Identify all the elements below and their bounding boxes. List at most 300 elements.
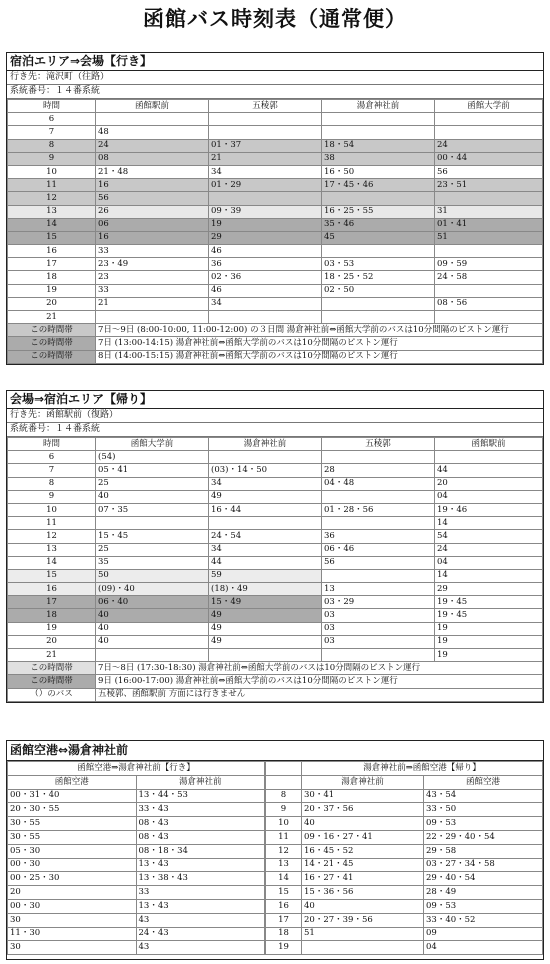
time-cell: 07・35 xyxy=(96,503,209,516)
time-cell: 11・30 xyxy=(8,927,137,941)
time-cell xyxy=(209,649,322,662)
table-row xyxy=(266,844,543,858)
table-row xyxy=(8,941,265,955)
hour-cell: 15 xyxy=(8,569,96,582)
time-cell: 29 xyxy=(435,583,543,596)
hour-cell: 14 xyxy=(266,872,302,886)
time-cell: 08・18・34 xyxy=(136,844,265,858)
table-row xyxy=(8,464,543,477)
airport-heading: 函館空港⇔湯倉神社前 xyxy=(7,741,543,761)
time-cell: 43 xyxy=(136,941,265,955)
time-cell: 05・41 xyxy=(96,464,209,477)
time-cell: 33 xyxy=(96,284,209,297)
table-row xyxy=(8,490,543,503)
time-cell: 38 xyxy=(322,152,435,165)
time-cell: 02・36 xyxy=(209,271,322,284)
table-row xyxy=(266,789,543,803)
time-cell: 30・55 xyxy=(8,830,137,844)
hour-cell: 16 xyxy=(266,899,302,913)
table-row xyxy=(8,622,543,635)
time-cell xyxy=(209,517,322,530)
table-row xyxy=(8,543,543,556)
hour-cell: 12 xyxy=(266,844,302,858)
time-cell: 21 xyxy=(209,152,322,165)
hour-cell: 13 xyxy=(8,205,96,218)
return-section xyxy=(6,390,544,703)
return-route: 系統番号：１４番系統 xyxy=(7,423,543,437)
time-cell: 08・56 xyxy=(435,297,543,310)
time-cell: 14・21・45 xyxy=(302,858,424,872)
table-row xyxy=(266,913,543,927)
hour-cell: 18 xyxy=(8,609,96,622)
time-cell: 44 xyxy=(435,464,543,477)
time-cell xyxy=(435,284,543,297)
table-row xyxy=(266,927,543,941)
time-cell: (54) xyxy=(96,451,209,464)
hour-cell: 10 xyxy=(8,165,96,178)
hour-cell: 13 xyxy=(8,543,96,556)
table-row xyxy=(8,245,543,258)
hour-cell: 19 xyxy=(8,284,96,297)
table-row xyxy=(8,886,265,900)
time-cell: 16・27・41 xyxy=(302,872,424,886)
time-cell: 40 xyxy=(96,609,209,622)
airport-return-table xyxy=(265,761,543,955)
airport-col-header: 湯倉神社前 xyxy=(136,775,265,789)
hour-cell: 21 xyxy=(8,649,96,662)
table-row xyxy=(8,803,265,817)
time-cell: 05・30 xyxy=(8,844,137,858)
time-cell: 03・53 xyxy=(322,258,435,271)
note-label: この時間帯 xyxy=(8,337,96,350)
return-heading: 会場⇒宿泊エリア【帰り】 xyxy=(7,391,543,409)
airport-return xyxy=(265,761,543,955)
time-cell: 54 xyxy=(435,530,543,543)
time-cell xyxy=(96,517,209,530)
time-cell xyxy=(435,245,543,258)
airport-section xyxy=(6,740,544,960)
table-row xyxy=(8,530,543,543)
time-cell: 20・30・55 xyxy=(8,803,137,817)
time-cell: 48 xyxy=(96,126,209,139)
time-cell xyxy=(96,113,209,126)
time-cell: 29・40・54 xyxy=(424,872,543,886)
return-timetable xyxy=(7,437,543,702)
note-row xyxy=(8,337,543,350)
time-cell xyxy=(209,451,322,464)
table-row xyxy=(8,583,543,596)
time-cell: 56 xyxy=(435,165,543,178)
time-cell: 33 xyxy=(96,245,209,258)
time-cell: 21・48 xyxy=(96,165,209,178)
time-cell: 13 xyxy=(322,583,435,596)
table-row xyxy=(8,451,543,464)
time-cell xyxy=(322,490,435,503)
time-cell xyxy=(302,941,424,955)
time-cell: 56 xyxy=(96,192,209,205)
table-row xyxy=(8,830,265,844)
s2-col-header: 五稜郭 xyxy=(322,438,435,451)
s1-col-header: 湯倉神社前 xyxy=(322,100,435,113)
time-cell: 23 xyxy=(96,271,209,284)
time-cell xyxy=(322,192,435,205)
hour-cell: 10 xyxy=(8,503,96,516)
time-cell: 19 xyxy=(209,218,322,231)
time-cell xyxy=(96,649,209,662)
time-cell: 02・50 xyxy=(322,284,435,297)
note-text: 7日～8日 (17:30-18:30) 湯倉神社前⇔函館大学前のバスは10分間隔のピストン運行 xyxy=(96,662,543,675)
time-cell: 34 xyxy=(209,297,322,310)
time-cell: 01・37 xyxy=(209,139,322,152)
time-cell: 49 xyxy=(209,622,322,635)
outbound-heading: 宿泊エリア⇒会場【行き】 xyxy=(7,53,543,71)
time-cell xyxy=(435,311,543,324)
time-cell: 04 xyxy=(435,490,543,503)
time-cell xyxy=(435,126,543,139)
time-cell: 49 xyxy=(209,609,322,622)
table-row xyxy=(8,556,543,569)
time-cell: 26 xyxy=(96,205,209,218)
time-cell: 19 xyxy=(435,635,543,648)
table-row xyxy=(266,886,543,900)
time-cell: 34 xyxy=(209,477,322,490)
time-cell: 22・29・40・54 xyxy=(424,830,543,844)
s1-col-header: 函館大学前 xyxy=(435,100,543,113)
time-cell: 36 xyxy=(322,530,435,543)
table-row xyxy=(8,844,265,858)
note-text: 7日～9日 (8:00-10:00, 11:00-12:00) の３日間 湯倉神社前⇔函館大学前のバスは10分間隔のピストン運行 xyxy=(96,324,543,337)
time-cell: 09 xyxy=(424,927,543,941)
time-cell: 59 xyxy=(209,569,322,582)
airport-col-header: 函館空港 xyxy=(8,775,137,789)
time-cell: 00・25・30 xyxy=(8,872,137,886)
airport-outbound xyxy=(7,761,265,955)
time-cell xyxy=(322,649,435,662)
hour-cell: 9 xyxy=(8,490,96,503)
table-row xyxy=(8,609,543,622)
time-cell: 33・43 xyxy=(136,803,265,817)
outbound-section xyxy=(6,52,544,365)
time-cell: 51 xyxy=(302,927,424,941)
hour-cell: 8 xyxy=(8,477,96,490)
time-cell xyxy=(209,311,322,324)
time-cell: (03)・14・50 xyxy=(209,464,322,477)
time-cell: (18)・49 xyxy=(209,583,322,596)
time-cell: 19・45 xyxy=(435,609,543,622)
time-cell: 00・30 xyxy=(8,899,137,913)
note-label: （）のバス xyxy=(8,688,96,701)
time-cell: 15・45 xyxy=(96,530,209,543)
time-cell: 16・44 xyxy=(209,503,322,516)
table-row xyxy=(8,503,543,516)
time-cell: 31 xyxy=(435,205,543,218)
time-cell xyxy=(209,192,322,205)
time-cell xyxy=(322,126,435,139)
note-row xyxy=(8,324,543,337)
note-label: この時間帯 xyxy=(8,662,96,675)
hour-cell: 19 xyxy=(8,622,96,635)
time-cell: 08 xyxy=(96,152,209,165)
outbound-destination: 行き先：滝沢町（往路） xyxy=(7,71,543,85)
table-row xyxy=(8,139,543,152)
time-cell: 03 xyxy=(322,635,435,648)
hour-cell: 10 xyxy=(266,817,302,831)
time-cell: 09・16・27・41 xyxy=(302,830,424,844)
time-cell xyxy=(322,451,435,464)
s1-col-header: 五稜郭 xyxy=(209,100,322,113)
hour-cell: 7 xyxy=(8,126,96,139)
hour-cell: 13 xyxy=(266,858,302,872)
hour-cell: 8 xyxy=(8,139,96,152)
time-cell: 33・40・52 xyxy=(424,913,543,927)
time-cell: 15・36・56 xyxy=(302,886,424,900)
time-cell: 17・45・46 xyxy=(322,179,435,192)
hour-cell: 17 xyxy=(8,258,96,271)
time-cell: 25 xyxy=(96,543,209,556)
return-destination: 行き先：函館駅前（復路） xyxy=(7,409,543,423)
s2-col-header: 時間 xyxy=(8,438,96,451)
hour-cell: 9 xyxy=(8,152,96,165)
time-cell: 50 xyxy=(96,569,209,582)
time-cell: 00・31・40 xyxy=(8,789,137,803)
time-cell: 35 xyxy=(96,556,209,569)
time-cell: 30 xyxy=(8,913,137,927)
time-cell: 28・49 xyxy=(424,886,543,900)
time-cell: 16・45・52 xyxy=(302,844,424,858)
time-cell xyxy=(435,451,543,464)
time-cell: 01・28・56 xyxy=(322,503,435,516)
airport-col-header: 湯倉神社前 xyxy=(302,775,424,789)
time-cell: 23・49 xyxy=(96,258,209,271)
hour-cell: 15 xyxy=(8,231,96,244)
time-cell: 03 xyxy=(322,609,435,622)
time-cell: 49 xyxy=(209,635,322,648)
time-cell: 16 xyxy=(96,231,209,244)
note-label: この時間帯 xyxy=(8,350,96,363)
note-row xyxy=(8,662,543,675)
time-cell: 44 xyxy=(209,556,322,569)
hour-cell: 18 xyxy=(266,927,302,941)
table-row xyxy=(8,927,265,941)
time-cell: 24 xyxy=(435,139,543,152)
hour-cell: 20 xyxy=(8,297,96,310)
time-cell: 24・54 xyxy=(209,530,322,543)
hour-cell: 9 xyxy=(266,803,302,817)
time-cell: 36 xyxy=(209,258,322,271)
time-cell: 13・43 xyxy=(136,899,265,913)
note-text: 8日 (14:00-15:15) 湯倉神社前⇔函館大学前のバスは10分間隔のピストン運行 xyxy=(96,350,543,363)
time-cell: 14 xyxy=(435,517,543,530)
time-cell: 01・41 xyxy=(435,218,543,231)
table-row xyxy=(8,858,265,872)
time-cell: 20 xyxy=(435,477,543,490)
table-row xyxy=(8,789,265,803)
note-row xyxy=(8,350,543,363)
time-cell xyxy=(209,113,322,126)
s2-col-header: 函館駅前 xyxy=(435,438,543,451)
s2-col-header: 湯倉神社前 xyxy=(209,438,322,451)
s1-col-header: 函館駅前 xyxy=(96,100,209,113)
table-row xyxy=(8,517,543,530)
time-cell: 49 xyxy=(209,490,322,503)
time-cell: 15・49 xyxy=(209,596,322,609)
time-cell: 30 xyxy=(8,941,137,955)
time-cell: 08・43 xyxy=(136,817,265,831)
time-cell: 13・38・43 xyxy=(136,872,265,886)
hour-cell: 11 xyxy=(8,179,96,192)
table-row xyxy=(8,569,543,582)
time-cell: 28 xyxy=(322,464,435,477)
hour-cell: 6 xyxy=(8,451,96,464)
time-cell xyxy=(322,113,435,126)
hour-cell: 16 xyxy=(8,245,96,258)
time-cell: 03・29 xyxy=(322,596,435,609)
time-cell: 04 xyxy=(435,556,543,569)
time-cell: 29・58 xyxy=(424,844,543,858)
time-cell: 19・45 xyxy=(435,596,543,609)
table-row xyxy=(8,205,543,218)
hour-cell: 11 xyxy=(266,830,302,844)
hour-cell: 16 xyxy=(8,583,96,596)
time-cell: 19 xyxy=(435,622,543,635)
time-cell: 25 xyxy=(96,477,209,490)
note-row xyxy=(8,675,543,688)
time-cell: 06・46 xyxy=(322,543,435,556)
table-row xyxy=(8,311,543,324)
time-cell xyxy=(322,245,435,258)
time-cell: 13・43 xyxy=(136,858,265,872)
time-cell: 20・37・56 xyxy=(302,803,424,817)
time-cell: 20・27・39・56 xyxy=(302,913,424,927)
table-row xyxy=(8,899,265,913)
table-row xyxy=(8,218,543,231)
time-cell: 13・44・53 xyxy=(136,789,265,803)
note-label: この時間帯 xyxy=(8,324,96,337)
table-row xyxy=(8,817,265,831)
time-cell: 40 xyxy=(96,490,209,503)
table-row xyxy=(8,126,543,139)
time-cell: 00・30 xyxy=(8,858,137,872)
time-cell: 34 xyxy=(209,165,322,178)
time-cell: 24・58 xyxy=(435,271,543,284)
hour-cell: 12 xyxy=(8,530,96,543)
time-cell xyxy=(209,126,322,139)
time-cell: 56 xyxy=(322,556,435,569)
time-cell: 34 xyxy=(209,543,322,556)
outbound-route: 系統番号：１４番系統 xyxy=(7,85,543,99)
time-cell: 09・53 xyxy=(424,817,543,831)
time-cell: 19・46 xyxy=(435,503,543,516)
time-cell: 23・51 xyxy=(435,179,543,192)
note-row xyxy=(8,688,543,701)
table-row xyxy=(266,899,543,913)
table-row xyxy=(266,817,543,831)
time-cell: 16・25・55 xyxy=(322,205,435,218)
s1-col-header: 時間 xyxy=(8,100,96,113)
time-cell: 18・54 xyxy=(322,139,435,152)
hour-cell: 19 xyxy=(266,941,302,955)
hour-cell: 12 xyxy=(8,192,96,205)
time-cell: 04 xyxy=(424,941,543,955)
s2-col-header: 函館大学前 xyxy=(96,438,209,451)
table-row xyxy=(8,113,543,126)
time-cell: 09・59 xyxy=(435,258,543,271)
airport-outbound-table xyxy=(7,761,265,955)
time-cell: 30・55 xyxy=(8,817,137,831)
table-row xyxy=(8,872,265,886)
time-cell: 21 xyxy=(96,297,209,310)
hour-cell: 7 xyxy=(8,464,96,477)
time-cell xyxy=(322,297,435,310)
time-cell: 06・40 xyxy=(96,596,209,609)
time-cell: 40 xyxy=(96,635,209,648)
time-cell: 18・25・52 xyxy=(322,271,435,284)
hour-cell: 14 xyxy=(8,218,96,231)
table-row xyxy=(8,649,543,662)
airport-col-header: 函館空港 xyxy=(424,775,543,789)
table-row xyxy=(8,165,543,178)
hour-cell: 17 xyxy=(8,596,96,609)
time-cell xyxy=(435,113,543,126)
hour-cell: 17 xyxy=(266,913,302,927)
time-cell: 06 xyxy=(96,218,209,231)
hour-cell: 21 xyxy=(8,311,96,324)
hour-cell: 20 xyxy=(8,635,96,648)
time-cell: 16 xyxy=(96,179,209,192)
table-row xyxy=(266,803,543,817)
hour-cell: 18 xyxy=(8,271,96,284)
time-cell: 51 xyxy=(435,231,543,244)
time-cell: 35・46 xyxy=(322,218,435,231)
time-cell: 33・50 xyxy=(424,803,543,817)
time-cell xyxy=(96,311,209,324)
hour-cell: 15 xyxy=(266,886,302,900)
table-row xyxy=(8,231,543,244)
time-cell: 03 xyxy=(322,622,435,635)
time-cell: 46 xyxy=(209,245,322,258)
time-cell: 14 xyxy=(435,569,543,582)
outbound-timetable xyxy=(7,99,543,364)
time-cell: 24・43 xyxy=(136,927,265,941)
time-cell: 33 xyxy=(136,886,265,900)
table-row xyxy=(266,872,543,886)
table-row xyxy=(8,635,543,648)
airport-return-heading: 湯倉神社前⇒函館空港【帰り】 xyxy=(302,762,543,776)
time-cell: 24 xyxy=(96,139,209,152)
time-cell: 43 xyxy=(136,913,265,927)
time-cell: 16・50 xyxy=(322,165,435,178)
time-cell: 03・27・34・58 xyxy=(424,858,543,872)
table-row xyxy=(266,941,543,955)
hour-cell: 11 xyxy=(8,517,96,530)
hour-cell: 8 xyxy=(266,789,302,803)
time-cell xyxy=(322,569,435,582)
time-cell: 09・53 xyxy=(424,899,543,913)
time-cell: 40 xyxy=(302,899,424,913)
time-cell: 09・39 xyxy=(209,205,322,218)
time-cell: 43・54 xyxy=(424,789,543,803)
table-row xyxy=(266,830,543,844)
note-label: この時間帯 xyxy=(8,675,96,688)
time-cell: 08・43 xyxy=(136,830,265,844)
table-row xyxy=(8,152,543,165)
table-row xyxy=(8,271,543,284)
note-text: 五稜郭、函館駅前 方面には行きません xyxy=(96,688,543,701)
time-cell: 29 xyxy=(209,231,322,244)
table-row xyxy=(266,858,543,872)
time-cell: 19 xyxy=(435,649,543,662)
table-row xyxy=(8,297,543,310)
